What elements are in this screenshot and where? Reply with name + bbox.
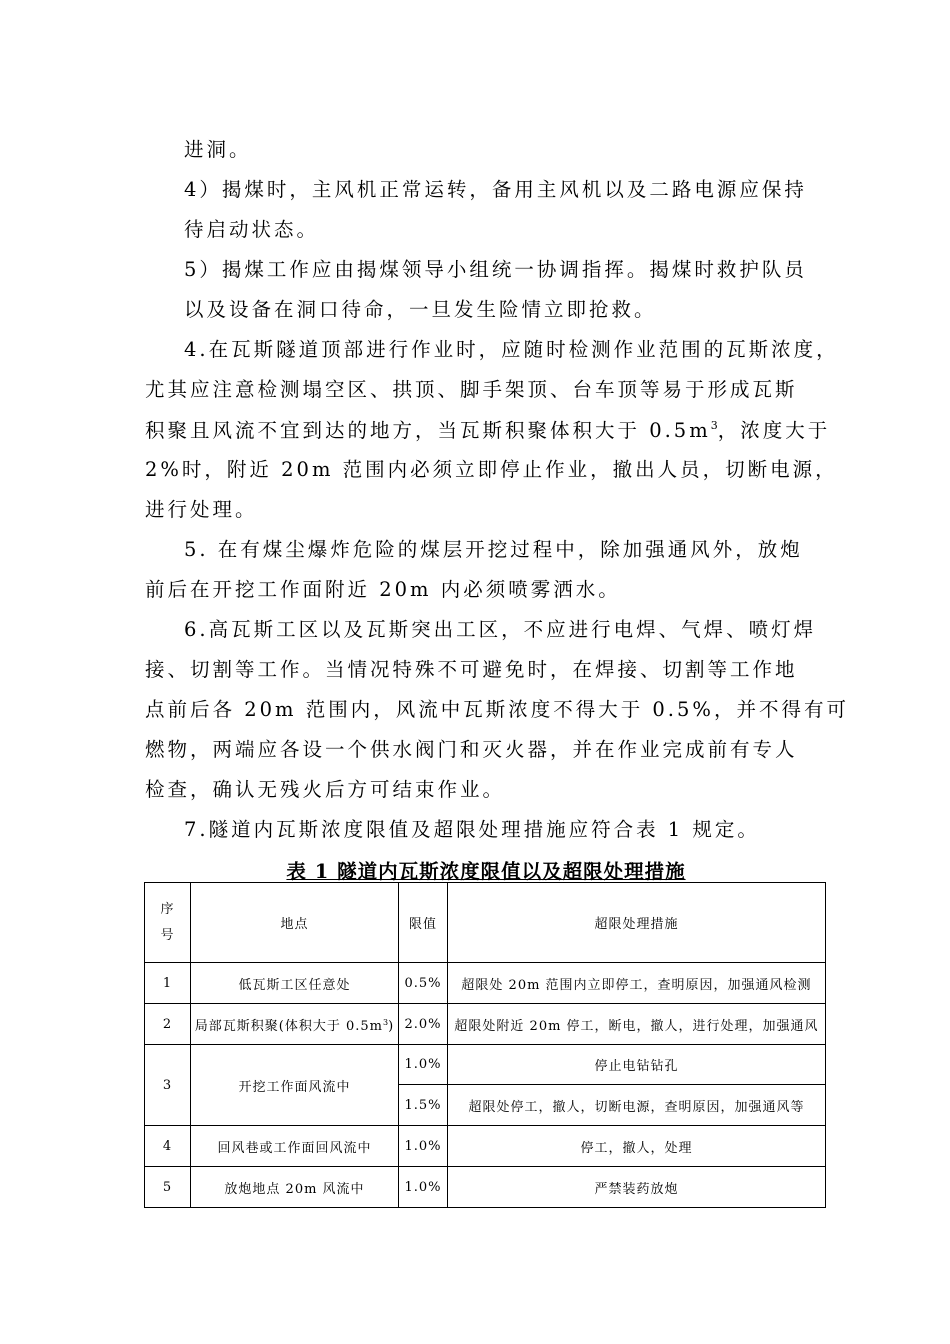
cell-limit: 1.0%: [399, 1167, 448, 1208]
text-line: 待启动状态。: [184, 218, 320, 241]
superscript: 3: [710, 419, 718, 432]
text-line: 5）揭煤工作应由揭煤领导小组统一协调指挥。揭煤时救护队员: [184, 258, 807, 281]
cell-place-text: 局部瓦斯积聚(体积大于 0.5m: [194, 1018, 384, 1034]
table-row: [145, 1167, 826, 1208]
text-segment: ，浓度大于: [717, 419, 831, 442]
header-no: [145, 883, 191, 963]
text-line: [145, 420, 830, 441]
text-line: 5. 在有煤尘爆炸危险的煤层开挖过程中，除加强通风外，放炮: [184, 538, 803, 561]
table-row: [145, 963, 826, 1004]
cell-measure: 停工，撤人，处理: [448, 1126, 826, 1167]
cell-place: 回风巷或工作面回风流中: [191, 1126, 399, 1167]
text-line: 进行处理。: [145, 498, 258, 521]
cell-no: 2: [145, 1004, 191, 1045]
cell-measure: 超限处 20m 范围内立即停工，查明原因，加强通风检测: [448, 963, 826, 1004]
text-line: 2%时，附近 20m 范围内必须立即停止作业，撤出人员，切断电源，: [145, 458, 838, 481]
cell-limit: 2.0%: [399, 1004, 448, 1045]
text-line: 7.隧道内瓦斯浓度限值及超限处理措施应符合表 1 规定。: [184, 818, 760, 841]
cell-place-text-end: ): [388, 1018, 395, 1034]
cell-place: 低瓦斯工区任意处: [191, 963, 399, 1004]
cell-no: 1: [145, 963, 191, 1004]
text-line: 以及设备在洞口待命，一旦发生险情立即抢救。: [184, 298, 657, 321]
cell-limit: 0.5%: [399, 963, 448, 1004]
table-row: [145, 1004, 826, 1045]
cell-limit: 1.0%: [399, 1045, 448, 1085]
header-no-char: 号: [160, 927, 175, 943]
text-line: 前后在开挖工作面附近 20m 内必须喷雾洒水。: [145, 578, 621, 601]
gas-limit-table: [144, 882, 826, 1208]
text-line: 检查，确认无残火后方可结束作业。: [145, 778, 506, 801]
cell-no: 5: [145, 1167, 191, 1208]
text-line: 4.在瓦斯隧道顶部进行作业时，应随时检测作业范围的瓦斯浓度，: [184, 338, 839, 361]
header-no-char: 序: [160, 901, 175, 917]
table-caption: 表 1 隧道内瓦斯浓度限值以及超限处理措施: [286, 860, 686, 883]
header-measure: 超限处理措施: [448, 883, 826, 963]
table-header-row: [145, 883, 826, 963]
cell-measure: 停止电钻钻孔: [448, 1045, 826, 1085]
text-line: 6.高瓦斯工区以及瓦斯突出工区，不应进行电焊、气焊、喷灯焊: [184, 618, 817, 641]
header-limit: 限值: [399, 883, 448, 963]
text-line: 尤其应注意检测塌空区、拱顶、脚手架顶、台车顶等易于形成瓦斯: [145, 378, 798, 401]
header-place: 地点: [191, 883, 399, 963]
cell-measure: 超限处停工，撤人，切断电源，查明原因，加强通风等: [448, 1085, 826, 1126]
superscript: 3: [383, 1017, 389, 1027]
text-line: 进洞。: [184, 138, 252, 161]
text-line: 点前后各 20m 范围内，风流中瓦斯浓度不得大于 0.5%，并不得有可: [145, 698, 849, 721]
cell-place: [191, 1004, 399, 1045]
table-row: [145, 1126, 826, 1167]
cell-place: 开挖工作面风流中: [191, 1045, 399, 1126]
text-line: 接、切割等工作。当情况特殊不可避免时，在焊接、切割等工作地: [145, 658, 798, 681]
text-line: 燃物，两端应各设一个供水阀门和灭火器，并在作业完成前有专人: [145, 738, 798, 761]
text-segment: 积聚且风流不宜到达的地方，当瓦斯积聚体积大于 0.5m: [145, 419, 711, 442]
cell-measure: 严禁装药放炮: [448, 1167, 826, 1208]
cell-limit: 1.0%: [399, 1126, 448, 1167]
text-line: 4）揭煤时，主风机正常运转，备用主风机以及二路电源应保持: [184, 178, 807, 201]
cell-no: 4: [145, 1126, 191, 1167]
cell-no: 3: [145, 1045, 191, 1126]
cell-measure: 超限处附近 20m 停工，断电，撤人，进行处理，加强通风: [448, 1004, 826, 1045]
cell-place: 放炮地点 20m 风流中: [191, 1167, 399, 1208]
cell-limit: 1.5%: [399, 1085, 448, 1126]
table-row: [145, 1045, 826, 1085]
